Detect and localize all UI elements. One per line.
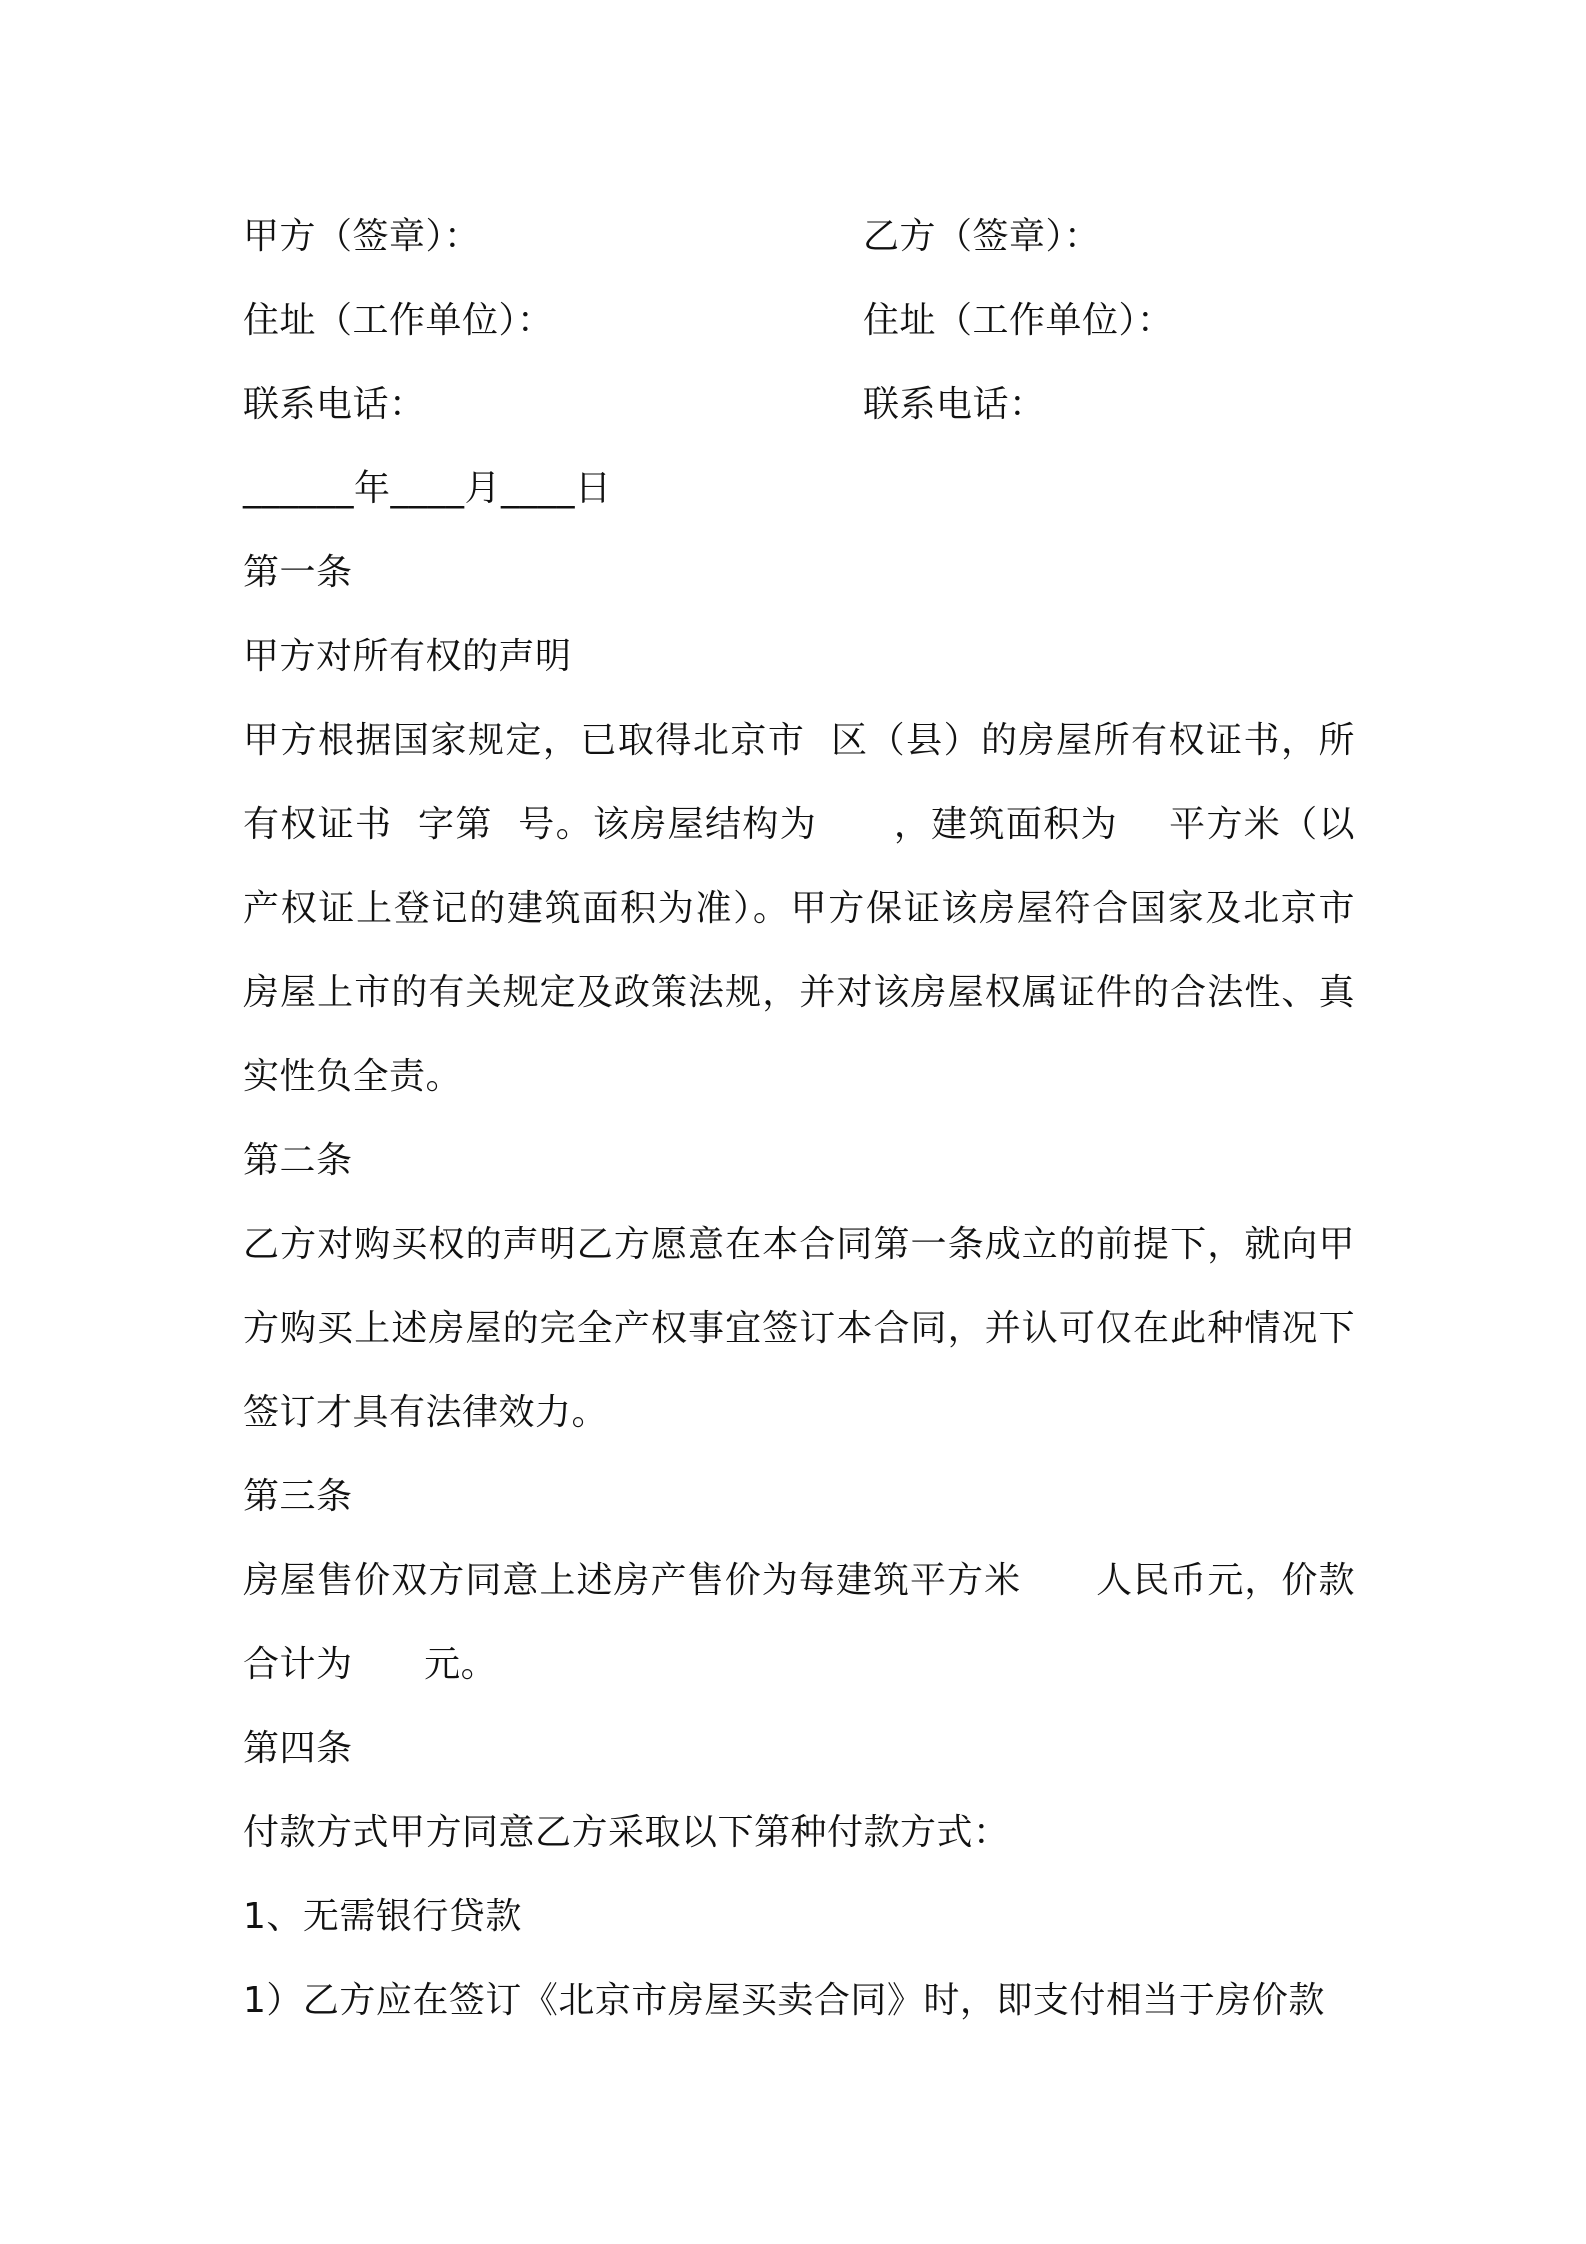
article-2-body: 乙方对购买权的声明乙方愿意在本合同第一条成立的前提下，就向甲方购买上述房屋的完全产权事宜签订本合同，并认可仅在此种情况下签订才具有法律效力。 — [243, 1224, 1355, 1433]
article-4-heading: 第四条 — [243, 1728, 353, 1769]
party-a-seal-label: 甲方（签章）： — [243, 216, 481, 257]
article-2-heading: 第二条 — [243, 1140, 353, 1181]
party-a-phone-label: 联系电话： — [243, 384, 426, 425]
seal-row — [243, 195, 1355, 279]
article-1-heading: 第一条 — [243, 552, 353, 593]
party-b-seal-label: 乙方（签章）： — [863, 216, 1101, 257]
article-4-subtitle: 付款方式甲方同意乙方采取以下第种付款方式： — [243, 1812, 1010, 1853]
phone-row — [243, 363, 1355, 447]
contract-content — [243, 195, 1355, 2043]
article-1-subtitle: 甲方对所有权的声明 — [243, 636, 572, 677]
article-3-body: 房屋售价双方同意上述房产售价为每建筑平方米 人民币元，价款合计为 元。 — [243, 1560, 1355, 1685]
date-line: ______年____月____日 — [243, 468, 612, 509]
party-b-phone-label: 联系电话： — [863, 384, 1046, 425]
address-row — [243, 279, 1355, 363]
party-b-address-label: 住址（工作单位）： — [863, 300, 1174, 341]
party-a-address-label: 住址（工作单位）： — [243, 300, 554, 341]
article-4-item-1-1: 1）乙方应在签订《北京市房屋买卖合同》时，即支付相当于房价款 — [243, 1980, 1325, 2021]
article-1-body: 甲方根据国家规定，已取得北京市 区（县）的房屋所有权证书，所有权证书 字第 号。该房屋结构为 ，建筑面积为 平方米（以产权证上登记的建筑面积为准）。甲方保证该房屋符合国家及北京市房屋上市的有关规定及政策法规，并对该房屋权属证件的合法性、真实性负全责。 — [243, 720, 1355, 1097]
article-4-item-1: 1、无需银行贷款 — [243, 1896, 522, 1937]
article-3-heading: 第三条 — [243, 1476, 353, 1517]
